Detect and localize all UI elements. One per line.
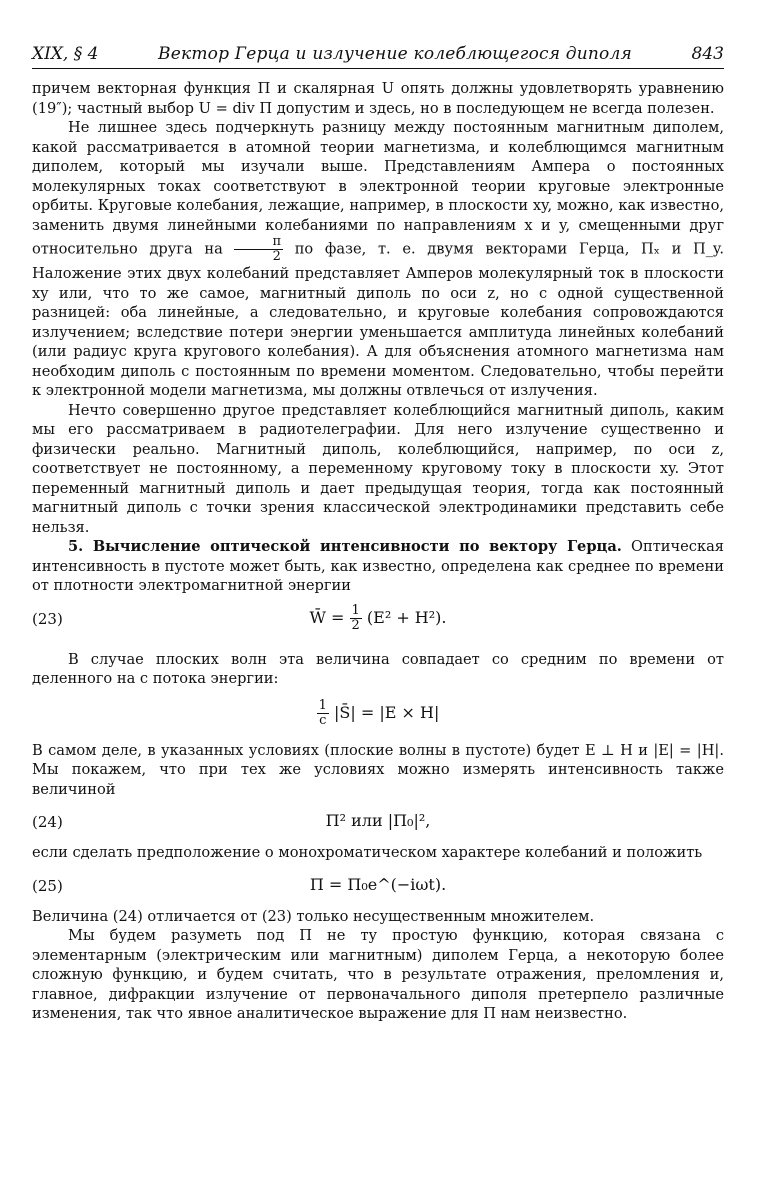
running-title: Вектор Герца и излучение колеблющегося диполя bbox=[158, 44, 632, 64]
running-header bbox=[32, 44, 724, 69]
book-page bbox=[32, 44, 724, 1024]
section-heading: 5. Вычисление оптической интенсивности по вектору Герца. bbox=[68, 538, 622, 555]
flux-equation bbox=[32, 689, 724, 741]
paragraph-4 bbox=[32, 537, 724, 596]
flux-fraction-numerator: 1 bbox=[318, 697, 327, 713]
equation-23-lhs: W̄ = bbox=[309, 607, 345, 627]
equation-25-body: П = П₀e^(−iωt). bbox=[309, 874, 447, 894]
phase-fraction-numerator: π bbox=[234, 235, 283, 250]
equation-23 bbox=[32, 596, 724, 642]
flux-fraction bbox=[317, 699, 329, 728]
equation-25 bbox=[32, 863, 724, 907]
equation-23-fraction-denominator: 2 bbox=[351, 617, 360, 633]
paragraph-1: причем векторная функция П и скалярная U опять должны удовлетворять уравнению (19″); частный выбор U = div П допустим и здесь, но в последующем не всегда полезен. bbox=[32, 80, 724, 117]
phase-fraction-denominator: 2 bbox=[272, 249, 281, 264]
paragraph-4-text: Оптическая интенсивность в пустоте может быть, как известно, определена как среднее по времени от плотности электромагнитной энергии bbox=[32, 538, 725, 594]
page-number: 843 bbox=[691, 44, 724, 64]
paragraph-6: В самом деле, в указанных условиях (плоские волны в пустоте) будет E ⊥ H и |E| = |H|. Мы покажем, что при тех же условиях можно измерять интенсивность также величиной bbox=[32, 741, 724, 798]
paragraph-8: Величина (24) отличается от (23) только несущественным множителем. bbox=[32, 907, 595, 925]
paragraph-2-text-b: по фазе, т. е. двумя векторами Герца, Пₓ и П_y. Наложение этих двух колебаний представляет Амперов молекулярный ток в плоскости xy или, что то же самое, магнитный диполь по оси z, но с одной существенной разницей: оба линейные, а следовательно, и круговые колебания сопровождаются излучением; вследствие потери энергии уменьшается амплитуда линейных колебаний (или радиус круга кругового колебания). А для объяснения атомного магнетизма нам необходим диполь с постоянным по времени моментом. Следовательно, чтобы перейти к электронной модели магнетизма, мы должны отвлечься от излучения. bbox=[32, 240, 724, 399]
equation-23-rhs: (E² + H²). bbox=[366, 607, 447, 627]
equation-23-fraction-numerator: 1 bbox=[351, 602, 360, 618]
paragraph-5: В случае плоских волн эта величина совпадает со средним по времени от деленного на c потока энергии: bbox=[32, 650, 724, 687]
equation-23-fraction bbox=[350, 604, 362, 633]
phase-fraction bbox=[234, 235, 283, 264]
paragraph-7: если сделать предположение о монохроматическом характере колебаний и положить bbox=[32, 844, 703, 861]
equation-24-body: П² или |П₀|², bbox=[325, 811, 431, 830]
paragraph-9: Мы будем разуметь под П не ту простую функцию, которая связана с элементарным (электрическим или магнитным) диполем Герца, а некоторую более сложную функцию, и будем считать, что в результате отражения, преломления и, главное, дифракции излучение от первоначального диполя претерпело различные изменения, так что явное аналитическое выражение для П нам неизвестно. bbox=[32, 927, 724, 1022]
paragraph-2 bbox=[32, 118, 724, 401]
equation-25-number: (25) bbox=[32, 876, 63, 895]
equation-23-number: (23) bbox=[32, 609, 63, 628]
paragraph-2-text-a: Не лишнее здесь подчеркнуть разницу между постоянным магнитным диполем, какой рассматривается в атомной теории магнетизма, и колеблющимся магнитным диполем, который мы изучали выше. Представлениям Ампера о постоянных молекулярных токах соответствуют в электронной теории круговые электронные орбиты. Круговые колебания, лежащие, например, в плоскости xy, можно, как известно, заменить двумя линейными колебаниями по направлениям x и y, смещенными друг относительно друга на bbox=[32, 119, 724, 258]
flux-rhs: |S̄| = |E × H| bbox=[334, 702, 440, 722]
equation-24 bbox=[32, 799, 724, 843]
flux-fraction-denominator: c bbox=[319, 712, 327, 728]
section-label: XIX, § 4 bbox=[32, 44, 99, 64]
paragraph-3: Нечто совершенно другое представляет колеблющийся магнитный диполь, каким мы его рассматриваем в радиотелеграфии. Для него излучение существенно и физически реально. Магнитный диполь, колеблющийся, например, по оси z, соответствует не постоянному, а переменному круговому току в плоскости xy. Этот переменный магнитный диполь и дает предыдущая теория, тогда как постоянный магнитный диполь с точки зрения классической электродинамики представить себе нельзя. bbox=[32, 401, 724, 536]
equation-24-number: (24) bbox=[32, 813, 63, 831]
